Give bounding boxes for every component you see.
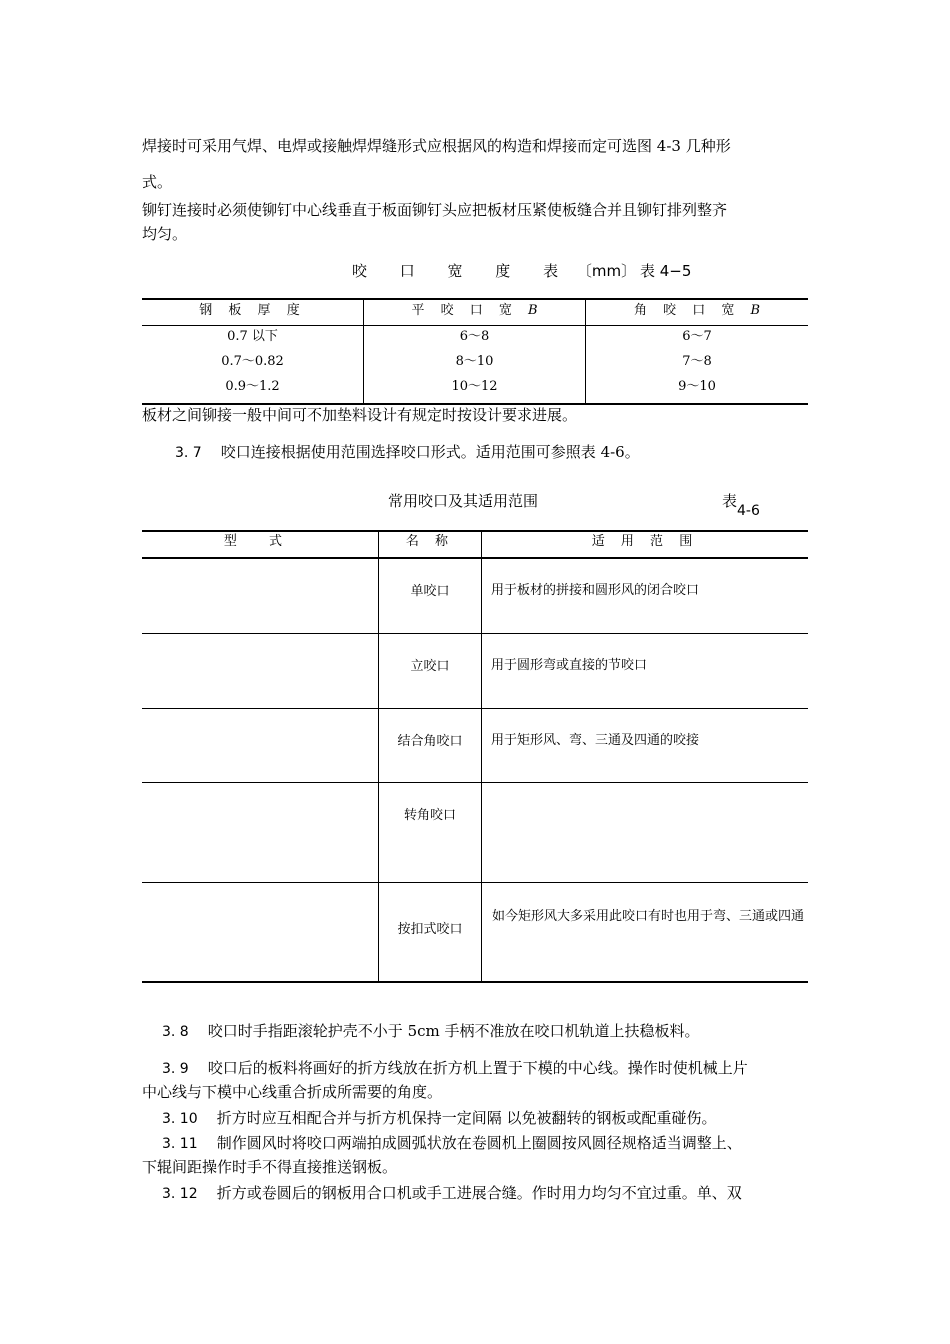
table46-row-rule	[142, 882, 808, 883]
table46-bottom-rule	[142, 981, 808, 983]
table46-top-rule	[142, 530, 808, 532]
section-text: 折方或卷圆后的钢板用合口机或手工进展合缝。作时用力均匀不宜过重。单、双	[216, 1184, 742, 1202]
table46-header-range: 适 用 范 围	[591, 534, 699, 549]
section-number: 3. 9	[162, 1061, 189, 1077]
table46-name-cell: 结合角咬口	[397, 734, 463, 749]
section-text: 咬口连接根据使用范围选择咬口形式。适用范围可参照表 4-6。	[220, 443, 640, 461]
table45-title: 咬 口 宽 度 表	[352, 262, 573, 280]
table46-name-cell: 按扣式咬口	[397, 922, 463, 937]
table46-title: 常用咬口及其适用范围	[388, 492, 539, 510]
table45-cell: 7～8	[682, 354, 712, 369]
section-3-11	[162, 1133, 742, 1154]
paragraph-rivet-padding: 板材之间铆接一般中间可不加垫料设计有规定时按设计要求进展。	[142, 406, 578, 424]
table46-row-rule	[142, 708, 808, 709]
section-number: 3. 8	[162, 1024, 189, 1040]
table46-label: 表4-6	[722, 492, 760, 519]
table45-cell: 0.7 以下	[227, 329, 278, 344]
paragraph-rivet-line2: 均匀。	[142, 225, 188, 243]
paragraph-welding-line2: 式。	[142, 173, 173, 191]
section-number: 3. 11	[162, 1136, 198, 1152]
table45-cell: 8～10	[455, 354, 494, 369]
section-3-11-continued: 下辊间距操作时手不得直接推送钢板。	[142, 1158, 398, 1176]
section-3-9	[162, 1058, 748, 1079]
table46-range-cell: 如今矩形风大多采用此咬口有时也用于弯、三通或四通	[492, 909, 805, 924]
table46-header-type: 型 式	[223, 534, 297, 549]
section-3-8	[162, 1021, 700, 1042]
paragraph-welding-line1: 焊接时可采用气焊、电焊或接触焊焊缝形式应根据风的构造和焊接而定可选图 4-3 几种形	[142, 137, 731, 155]
table45-unit: 〔mm〕	[576, 262, 637, 280]
table46-range-cell: 用于圆形弯或直接的节咬口	[491, 658, 648, 673]
table45-cell: 0.7～0.82	[221, 354, 284, 369]
table46-header-name: 名 称	[405, 534, 455, 549]
table45-cell: 6～8	[459, 329, 490, 344]
table46-col-divider	[481, 531, 482, 982]
table45-caption	[352, 261, 636, 281]
table45-header-thickness: 钢 板 厚 度	[199, 303, 306, 318]
table46-name-cell: 单咬口	[410, 584, 450, 599]
section-text: 折方时应互相配合并与折方机保持一定间隔 以免被翻转的钢板或配重碰伤。	[216, 1109, 717, 1127]
section-text: 咬口时手指距滚轮护壳不小于 5cm 手柄不准放在咬口机轨道上扶稳板料。	[207, 1022, 700, 1040]
section-3-7	[175, 442, 640, 463]
table45-cell: 6～7	[682, 329, 712, 344]
section-text: 制作圆风时将咬口两端拍成圆弧状放在卷圆机上圈圆按风圆径规格适当调整上、	[216, 1134, 742, 1152]
table46-range-cell: 用于矩形风、弯、三通及四通的咬接	[491, 733, 700, 748]
table46-range-cell: 用于板材的拼接和圆形风的闭合咬口	[491, 583, 700, 598]
table45-top-rule	[142, 298, 808, 300]
table45-header-rule	[142, 325, 808, 326]
table45-cell: 9～10	[678, 379, 716, 394]
paragraph-rivet-line1: 铆钉连接时必须使铆钉中心线垂直于板面铆钉头应把板材压紧使板缝合并且铆钉排列整齐	[142, 201, 728, 219]
table46-row-rule	[142, 782, 808, 783]
section-3-12	[162, 1183, 742, 1204]
section-text: 咬口后的板料将画好的折方线放在折方机上置于下模的中心线。操作时使机械上片	[207, 1059, 748, 1077]
table45-header-corner: 角 咬 口 宽 B	[633, 303, 761, 318]
section-3-9-continued: 中心线与下模中心线重合折成所需要的角度。	[142, 1083, 443, 1101]
table45-label: 表 4−5	[640, 262, 692, 280]
table45-cell: 0.9～1.2	[225, 379, 280, 394]
table46-name-cell: 转角咬口	[403, 808, 456, 823]
table46-name-cell: 立咬口	[410, 659, 450, 674]
section-3-10	[162, 1108, 716, 1129]
table45-header-flat: 平 咬 口 宽 B	[411, 303, 538, 318]
section-number: 3. 10	[162, 1111, 198, 1127]
section-number: 3. 12	[162, 1186, 198, 1202]
table46-row-rule	[142, 633, 808, 634]
table46-header-rule	[142, 557, 808, 559]
section-number: 3. 7	[175, 445, 202, 461]
table45-cell: 10～12	[451, 379, 498, 394]
